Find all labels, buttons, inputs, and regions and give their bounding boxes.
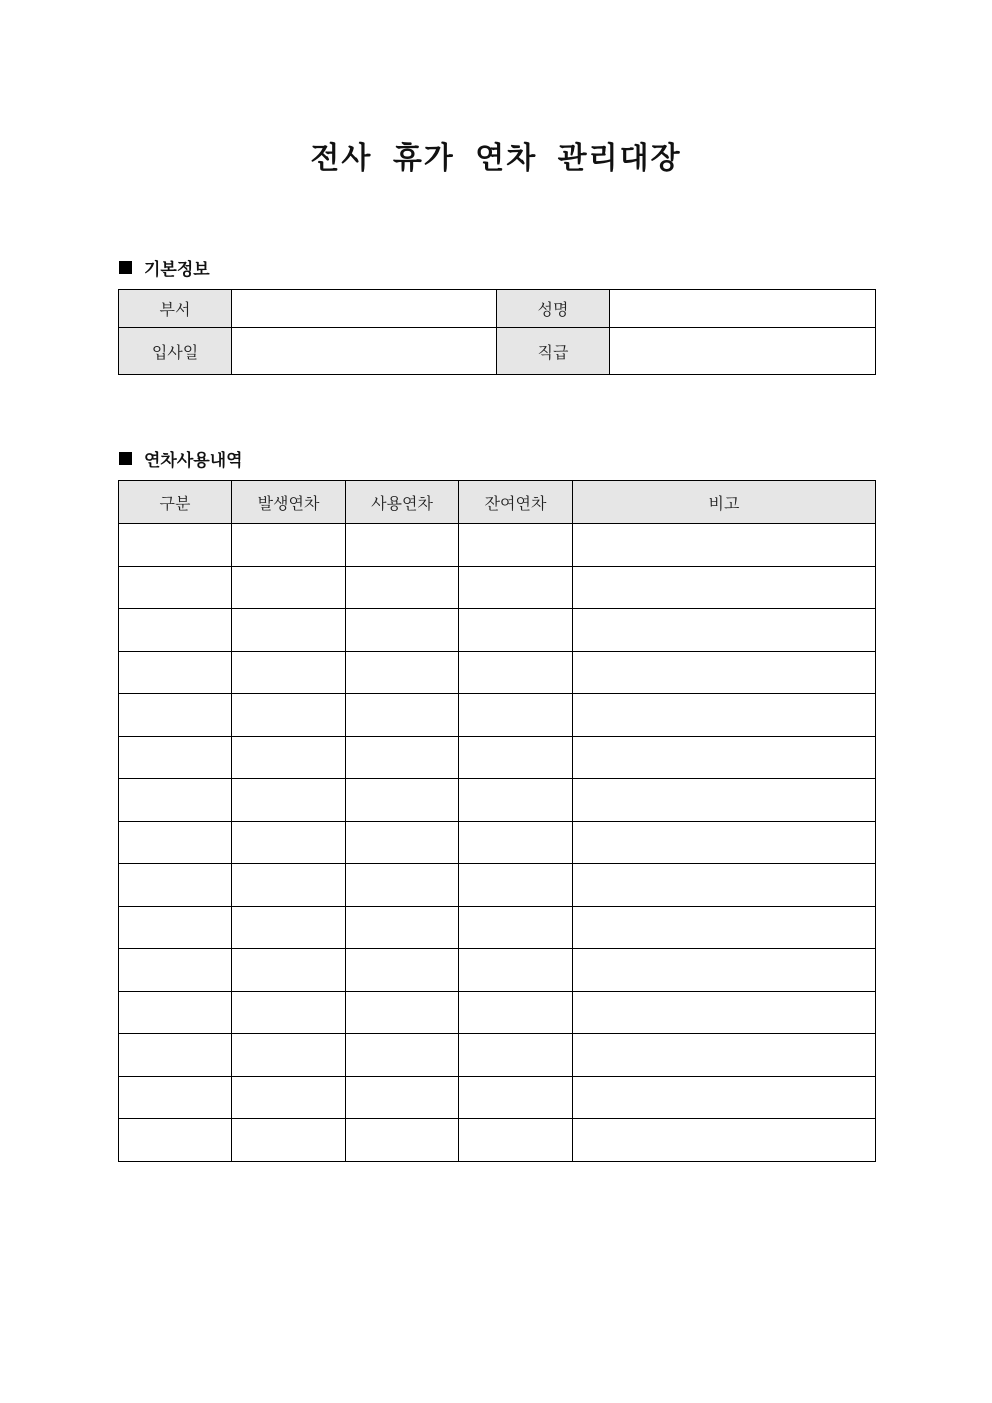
remarks-cell[interactable] [573,991,876,1034]
category-cell[interactable] [119,694,232,737]
accrued-cell[interactable] [232,1119,346,1162]
column-header-used: 사용연차 [346,481,459,524]
accrued-cell[interactable] [232,651,346,694]
category-cell[interactable] [119,991,232,1034]
basic-info-row [119,290,876,328]
accrued-cell[interactable] [232,609,346,652]
remarks-cell[interactable] [573,779,876,822]
remaining-cell[interactable] [459,991,573,1034]
leave-usage-body [119,524,876,1162]
table-row [119,736,876,779]
category-cell[interactable] [119,566,232,609]
remarks-cell[interactable] [573,694,876,737]
department-field[interactable] [232,290,497,328]
table-row [119,906,876,949]
remaining-cell[interactable] [459,1034,573,1077]
accrued-cell[interactable] [232,736,346,779]
used-cell[interactable] [346,949,459,992]
remarks-cell[interactable] [573,566,876,609]
table-row [119,694,876,737]
accrued-cell[interactable] [232,864,346,907]
remarks-cell[interactable] [573,906,876,949]
remarks-cell[interactable] [573,1119,876,1162]
position-label: 직급 [497,328,610,375]
remaining-cell[interactable] [459,524,573,567]
category-cell[interactable] [119,524,232,567]
accrued-cell[interactable] [232,694,346,737]
remaining-cell[interactable] [459,609,573,652]
accrued-cell[interactable] [232,949,346,992]
category-cell[interactable] [119,949,232,992]
hire-date-field[interactable] [232,328,497,375]
table-row [119,609,876,652]
remaining-cell[interactable] [459,864,573,907]
table-row [119,1119,876,1162]
remarks-cell[interactable] [573,1076,876,1119]
document-title: 전사 휴가 연차 관리대장 [310,141,682,176]
basic-info-table [118,289,876,375]
table-row [119,524,876,567]
hire-date-label: 입사일 [119,328,232,375]
remaining-cell[interactable] [459,736,573,779]
accrued-cell[interactable] [232,524,346,567]
category-cell[interactable] [119,779,232,822]
accrued-cell[interactable] [232,991,346,1034]
used-cell[interactable] [346,524,459,567]
remarks-cell[interactable] [573,736,876,779]
accrued-cell[interactable] [232,566,346,609]
accrued-cell[interactable] [232,821,346,864]
category-cell[interactable] [119,609,232,652]
column-header-accrued: 발생연차 [232,481,346,524]
used-cell[interactable] [346,821,459,864]
name-field[interactable] [610,290,876,328]
category-cell[interactable] [119,736,232,779]
table-row [119,779,876,822]
remaining-cell[interactable] [459,906,573,949]
square-bullet-icon [119,261,132,274]
remaining-cell[interactable] [459,1119,573,1162]
used-cell[interactable] [346,864,459,907]
used-cell[interactable] [346,1076,459,1119]
table-row [119,949,876,992]
used-cell[interactable] [346,736,459,779]
used-cell[interactable] [346,779,459,822]
remaining-cell[interactable] [459,566,573,609]
remarks-cell[interactable] [573,1034,876,1077]
used-cell[interactable] [346,651,459,694]
position-field[interactable] [610,328,876,375]
department-label: 부서 [119,290,232,328]
table-header-row [119,481,876,524]
used-cell[interactable] [346,566,459,609]
used-cell[interactable] [346,991,459,1034]
category-cell[interactable] [119,821,232,864]
name-label: 성명 [497,290,610,328]
table-row [119,991,876,1034]
remaining-cell[interactable] [459,821,573,864]
used-cell[interactable] [346,694,459,737]
category-cell[interactable] [119,1119,232,1162]
section-basic-info-title: 기본정보 [144,260,210,280]
used-cell[interactable] [346,906,459,949]
remarks-cell[interactable] [573,821,876,864]
remaining-cell[interactable] [459,694,573,737]
category-cell[interactable] [119,1034,232,1077]
remaining-cell[interactable] [459,651,573,694]
used-cell[interactable] [346,609,459,652]
section-basic-info-heading [119,255,210,280]
remaining-cell[interactable] [459,1076,573,1119]
remarks-cell[interactable] [573,651,876,694]
section-usage-heading [119,446,243,471]
accrued-cell[interactable] [232,906,346,949]
category-cell[interactable] [119,1076,232,1119]
remarks-cell[interactable] [573,609,876,652]
category-cell[interactable] [119,651,232,694]
remarks-cell[interactable] [573,864,876,907]
remarks-cell[interactable] [573,949,876,992]
basic-info-row [119,328,876,375]
table-row [119,1034,876,1077]
column-header-remaining: 잔여연차 [459,481,573,524]
remarks-cell[interactable] [573,524,876,567]
section-usage-title: 연차사용내역 [144,451,243,471]
table-row [119,821,876,864]
category-cell[interactable] [119,864,232,907]
leave-usage-table [118,480,876,1162]
table-row [119,1076,876,1119]
column-header-remarks: 비고 [573,481,876,524]
accrued-cell[interactable] [232,1076,346,1119]
used-cell[interactable] [346,1119,459,1162]
used-cell[interactable] [346,1034,459,1077]
table-row [119,864,876,907]
accrued-cell[interactable] [232,779,346,822]
category-cell[interactable] [119,906,232,949]
column-header-category: 구분 [119,481,232,524]
remaining-cell[interactable] [459,779,573,822]
square-bullet-icon [119,452,132,465]
table-row [119,651,876,694]
remaining-cell[interactable] [459,949,573,992]
accrued-cell[interactable] [232,1034,346,1077]
table-row [119,566,876,609]
